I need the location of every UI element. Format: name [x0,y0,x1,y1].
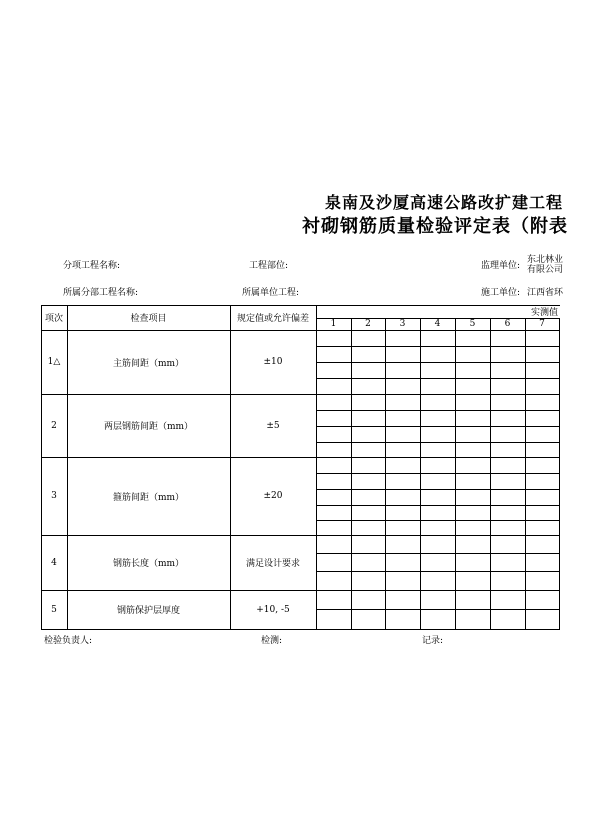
header-spec: 规定值或允许偏差 [236,314,309,324]
unit-label: 所属单位工程: [242,288,300,298]
row-5-no: 5 [51,604,57,615]
row-2-item: 两层钢筋间距（mm） [103,422,194,432]
row-1-item: 主筋间距（mm） [112,358,185,369]
measure-col-6: 6 [504,319,511,329]
header-no: 项次 [44,314,63,324]
row-3-no: 3 [51,491,57,501]
measure-col-1: 1 [330,319,337,329]
inspector-label: 检验负责人: [44,636,93,646]
row-1-spec: ±10 [263,357,283,367]
row-3-spec: ±20 [263,491,283,501]
measure-col-5: 5 [469,319,476,329]
measure-col-3: 3 [399,319,406,329]
row-1-no: 1△ [47,357,61,367]
title-line-2: 衬砌钢筋质量检验评定表（附表 [302,216,568,237]
row-4-spec: 满足设计要求 [245,559,300,569]
row-2-spec: ±5 [266,420,280,431]
test-label: 检测: [261,636,283,646]
row-4-no: 4 [51,557,57,568]
row-2-no: 2 [51,420,57,431]
record-label: 记录: [422,636,444,646]
supervisor-value-1: 东北林业 [527,255,564,265]
part-label: 工程部位: [249,261,289,271]
row-3-item: 箍筋间距（mm） [112,492,185,503]
constructor-label: 施工单位: [481,288,521,298]
header-item: 检查项目 [130,314,167,324]
row-4-item: 钢筋长度（mm） [112,559,185,569]
constructor-value: 江西省环 [527,288,564,298]
measure-col-4: 4 [434,319,441,329]
header-measured: 实测值 [531,308,559,318]
row-5-spec: +10, -5 [256,604,290,615]
row-5-item: 钢筋保护层厚度 [116,606,180,616]
division-label: 所属分部工程名称: [63,288,139,298]
measure-col-7: 7 [539,319,545,329]
supervisor-value-2: 有限公司 [527,265,564,275]
title-line-1: 泉南及沙厦高速公路改扩建工程 [325,193,564,212]
supervisor-label: 监理单位: [481,261,521,271]
sub-item-label: 分项工程名称: [63,261,121,271]
measure-col-2: 2 [365,319,371,329]
